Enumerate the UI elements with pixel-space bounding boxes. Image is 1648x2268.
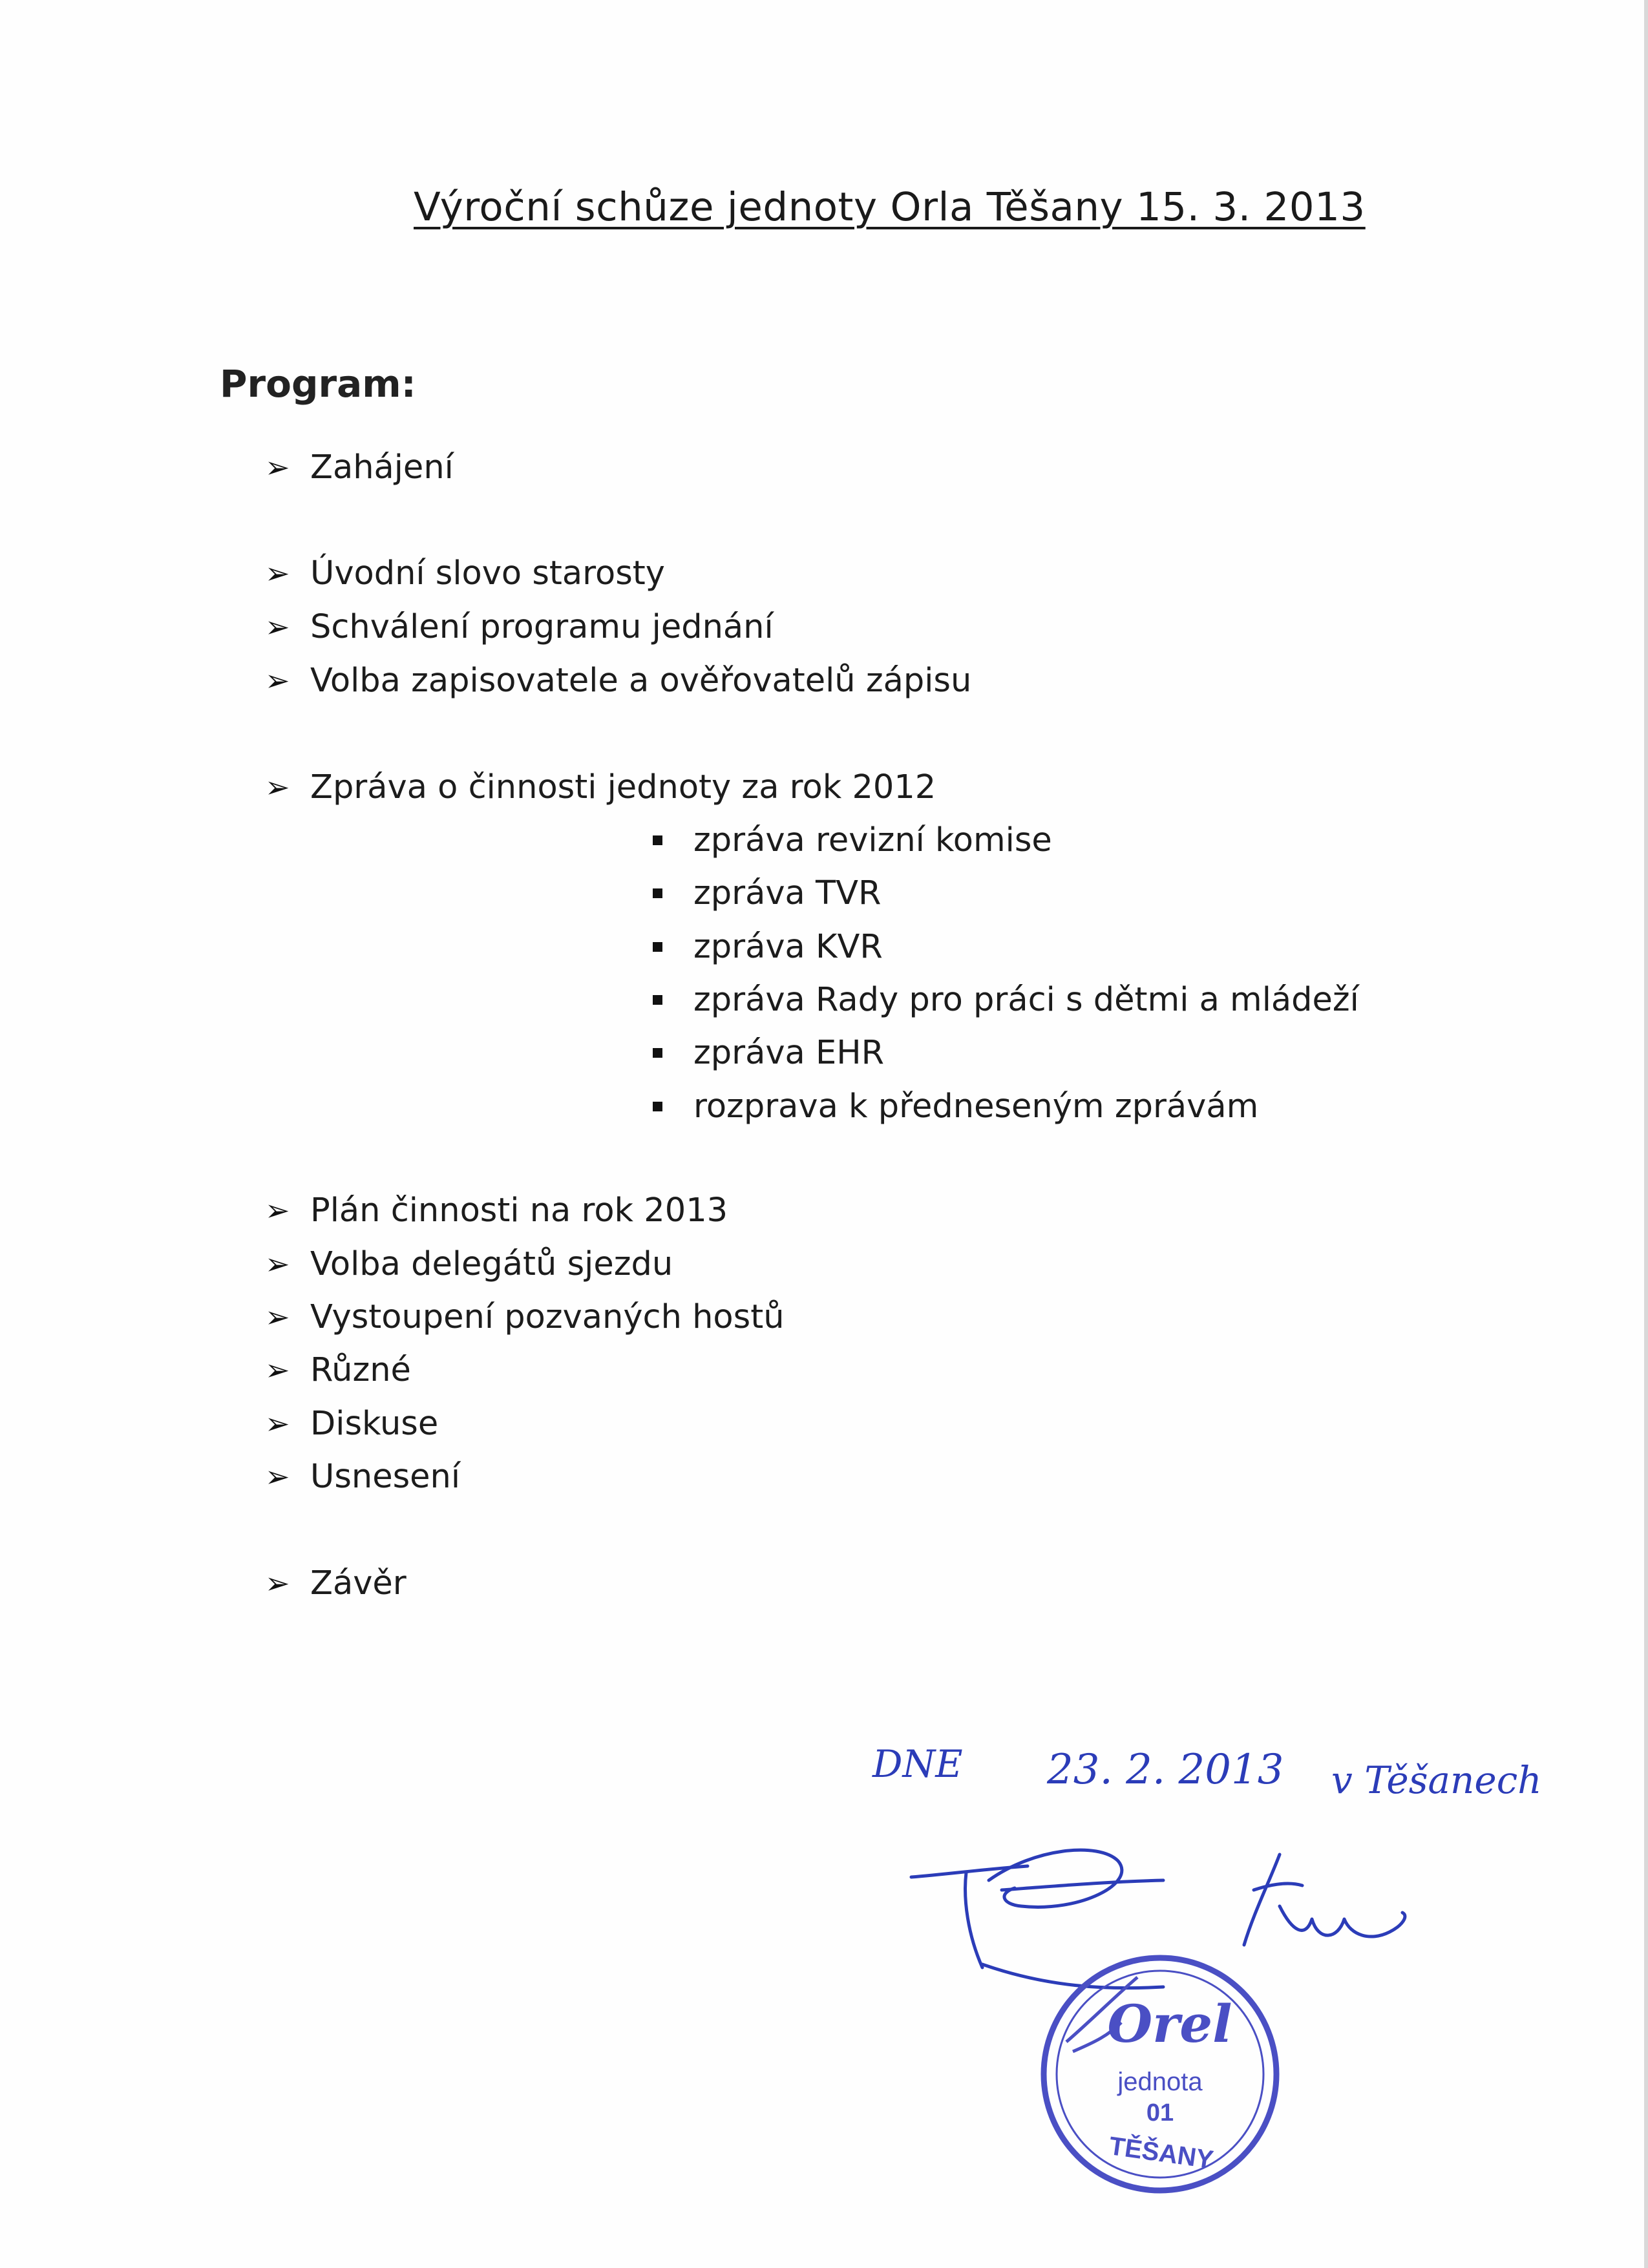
agenda-subitem-label: zpráva TVR bbox=[693, 874, 882, 912]
agenda-subitem bbox=[653, 977, 1359, 1022]
stamp-brand: Orel bbox=[1107, 1993, 1232, 2054]
arrow-bullet-icon: ➢ bbox=[265, 1406, 290, 1441]
arrow-bullet-icon: ➢ bbox=[265, 1299, 290, 1334]
agenda-subitem bbox=[653, 1084, 1258, 1129]
agenda-item-label: Úvodní slovo starosty bbox=[310, 554, 665, 593]
handwritten-dne: DNE bbox=[872, 1742, 963, 1786]
agenda-item bbox=[265, 1294, 785, 1339]
agenda-item bbox=[265, 1560, 407, 1606]
agenda-item bbox=[265, 1188, 728, 1233]
stamp-text bbox=[1107, 1993, 1232, 2174]
arrow-bullet-icon: ➢ bbox=[265, 556, 290, 591]
agenda-item-label: Schválení programu jednání bbox=[310, 607, 774, 646]
agenda-item-label: Různé bbox=[310, 1350, 411, 1389]
agenda-item-label: Diskuse bbox=[310, 1404, 439, 1443]
handwritten-date-line bbox=[860, 1732, 1570, 1835]
agenda-item-label: Zahájení bbox=[310, 448, 454, 487]
agenda-item-label: Vystoupení pozvaných hostů bbox=[310, 1297, 785, 1336]
agenda-item bbox=[265, 1241, 673, 1286]
square-bullet-icon bbox=[653, 1048, 662, 1058]
agenda-item bbox=[265, 1347, 411, 1392]
handwritten-date: 23. 2. 2013 bbox=[1047, 1746, 1284, 1794]
square-bullet-icon bbox=[653, 888, 662, 898]
signature-2 bbox=[1244, 1854, 1405, 1945]
arrow-bullet-icon: ➢ bbox=[265, 1459, 290, 1494]
agenda-item bbox=[265, 445, 454, 490]
arrow-bullet-icon: ➢ bbox=[265, 450, 290, 485]
square-bullet-icon bbox=[653, 942, 662, 952]
agenda-subitem-label: zpráva KVR bbox=[693, 927, 883, 966]
arrow-bullet-icon: ➢ bbox=[265, 1352, 290, 1387]
agenda-item bbox=[265, 551, 665, 596]
program-heading: Program: bbox=[220, 362, 416, 406]
arrow-bullet-icon: ➢ bbox=[265, 609, 290, 644]
agenda-subitem-label: zpráva EHR bbox=[693, 1033, 885, 1072]
arrow-bullet-icon: ➢ bbox=[265, 663, 290, 698]
agenda-subitem bbox=[653, 870, 882, 916]
stamp-line1: jednota bbox=[1117, 2068, 1203, 2096]
agenda-item bbox=[265, 1401, 438, 1446]
stamp-line3: TĚŠANY bbox=[1107, 2132, 1216, 2175]
square-bullet-icon bbox=[653, 1102, 662, 1111]
agenda-subitem-label: zpráva revizní komise bbox=[693, 821, 1052, 859]
agenda-item-label: Usnesení bbox=[310, 1457, 461, 1496]
agenda-subitem bbox=[653, 924, 883, 969]
agenda-item bbox=[265, 604, 774, 649]
document-title: Výroční schůze jednoty Orla Těšany 15. 3. 2013 bbox=[414, 184, 1366, 230]
arrow-bullet-icon: ➢ bbox=[265, 1246, 290, 1281]
agenda-subitem-label: rozprava k předneseným zprávám bbox=[693, 1087, 1259, 1126]
agenda-item bbox=[265, 764, 936, 810]
agenda-item-label: Volba zapisovatele a ověřovatelů zápisu bbox=[310, 661, 972, 700]
organization-stamp bbox=[1031, 1945, 1289, 2203]
agenda-subitem bbox=[653, 817, 1052, 863]
arrow-bullet-icon: ➢ bbox=[265, 1566, 290, 1601]
agenda-subitem-label: zpráva Rady pro práci s dětmi a mládeží bbox=[693, 980, 1359, 1019]
agenda-item-label: Plán činnosti na rok 2013 bbox=[310, 1191, 728, 1230]
agenda-item bbox=[265, 1454, 460, 1499]
agenda-item-label: Závěr bbox=[310, 1564, 407, 1602]
arrow-bullet-icon: ➢ bbox=[265, 770, 290, 804]
agenda-item bbox=[265, 658, 971, 703]
agenda-item-label: Zpráva o činnosti jednoty za rok 2012 bbox=[310, 768, 936, 806]
square-bullet-icon bbox=[653, 835, 662, 845]
arrow-bullet-icon: ➢ bbox=[265, 1193, 290, 1228]
square-bullet-icon bbox=[653, 995, 662, 1005]
stamp-line2: 01 bbox=[1146, 2099, 1174, 2126]
agenda-item-label: Volba delegátů sjezdu bbox=[310, 1244, 673, 1283]
agenda-subitem bbox=[653, 1030, 884, 1075]
handwritten-place: v Těšanech bbox=[1331, 1758, 1542, 1802]
